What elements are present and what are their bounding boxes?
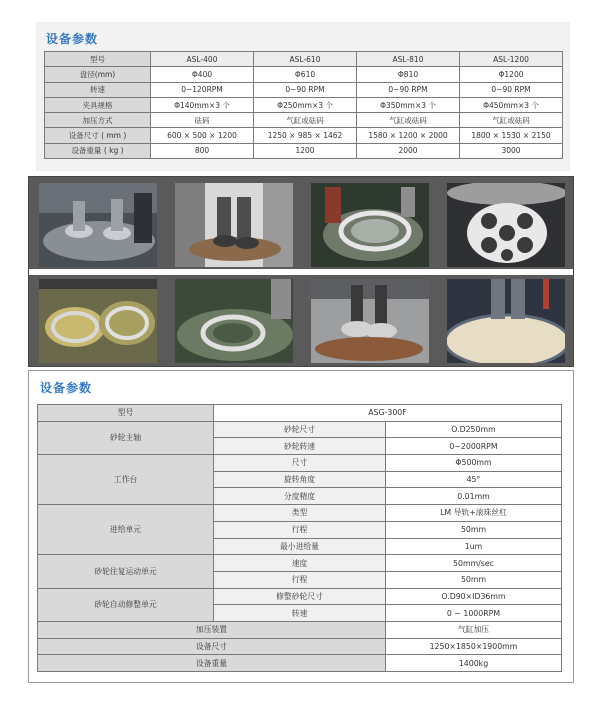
cell-value: 45° bbox=[386, 471, 562, 488]
machine-photo bbox=[175, 183, 293, 267]
cell-value: 600 × 500 × 1200 bbox=[151, 128, 254, 143]
cell-value: O.D250mm bbox=[386, 421, 562, 438]
cell-value: Φ610 bbox=[254, 67, 357, 82]
row-label: 夹具规格 bbox=[45, 97, 151, 112]
group-label: 砂轮自动修整单元 bbox=[38, 588, 214, 621]
cell-value: 1400kg bbox=[386, 655, 562, 672]
cell-value: 50mm bbox=[386, 571, 562, 588]
sub-label: 行程 bbox=[214, 571, 386, 588]
sub-label: 速度 bbox=[214, 555, 386, 572]
row-label: 转速 bbox=[45, 82, 151, 97]
cell-value: Φ350mm×3 个 bbox=[357, 97, 460, 112]
section-title-bottom: 设备参数 bbox=[40, 381, 93, 395]
machine-photo-grid bbox=[28, 176, 574, 367]
table-row bbox=[38, 421, 562, 438]
cell-value: 1250×1850×1900mm bbox=[386, 638, 562, 655]
cell-value: 0.01mm bbox=[386, 488, 562, 505]
model-name: ASL-400 bbox=[151, 52, 254, 67]
machine-photo bbox=[447, 279, 565, 363]
row-label: 设备重量 bbox=[38, 655, 386, 672]
spec-table-asl bbox=[44, 51, 563, 159]
cell-value: 3000 bbox=[460, 143, 563, 158]
machine-photo bbox=[39, 183, 157, 267]
row-label: 设备重量 ( kg ) bbox=[45, 143, 151, 158]
machine-photo bbox=[311, 279, 429, 363]
table-header-row bbox=[45, 52, 563, 67]
cell-value: 0~90 RPM bbox=[460, 82, 563, 97]
cell-value: 50mm bbox=[386, 521, 562, 538]
sub-label: 尺寸 bbox=[214, 455, 386, 472]
table-row bbox=[38, 655, 562, 672]
machine-photo bbox=[175, 279, 293, 363]
sub-label: 修整砂轮尺寸 bbox=[214, 588, 386, 605]
sub-label: 类型 bbox=[214, 505, 386, 522]
cell-value: Φ1200 bbox=[460, 67, 563, 82]
table-row bbox=[38, 588, 562, 605]
photo-row-divider bbox=[29, 269, 573, 275]
cell-value: Φ250mm×3 个 bbox=[254, 97, 357, 112]
sub-label: 砂轮尺寸 bbox=[214, 421, 386, 438]
table-row bbox=[38, 638, 562, 655]
cell-value: 1200 bbox=[254, 143, 357, 158]
cell-value: 0~90 RPM bbox=[254, 82, 357, 97]
cell-value: 1um bbox=[386, 538, 562, 555]
header-label: 型号 bbox=[38, 405, 214, 422]
cell-value: LM 导轨+滚珠丝杠 bbox=[386, 505, 562, 522]
model-name: ASL-610 bbox=[254, 52, 357, 67]
cell-value: 1800 × 1530 × 2150 bbox=[460, 128, 563, 143]
table-row bbox=[45, 113, 563, 128]
model-name: ASL-810 bbox=[357, 52, 460, 67]
cell-value: Φ500mm bbox=[386, 455, 562, 472]
cell-value: 0~2000RPM bbox=[386, 438, 562, 455]
cell-value: 砝码 bbox=[151, 113, 254, 128]
machine-photo bbox=[311, 183, 429, 267]
table-header-row bbox=[38, 405, 562, 422]
sub-label: 转速 bbox=[214, 605, 386, 622]
row-label: 设备尺寸 bbox=[38, 638, 386, 655]
cell-value: 气缸或砝码 bbox=[460, 113, 563, 128]
table-row bbox=[38, 621, 562, 638]
cell-value: 800 bbox=[151, 143, 254, 158]
model-name: ASG-300F bbox=[214, 405, 562, 422]
cell-value: 气缸或砝码 bbox=[254, 113, 357, 128]
model-name: ASL-1200 bbox=[460, 52, 563, 67]
cell-value: O.D90×ID36mm bbox=[386, 588, 562, 605]
cell-value: 0 ~ 1000RPM bbox=[386, 605, 562, 622]
table-row bbox=[45, 67, 563, 82]
cell-value: 1250 × 985 × 1462 bbox=[254, 128, 357, 143]
row-label: 盘径(mm) bbox=[45, 67, 151, 82]
row-label: 加压装置 bbox=[38, 621, 386, 638]
cell-value: Φ400 bbox=[151, 67, 254, 82]
table-row bbox=[45, 82, 563, 97]
group-label: 工作台 bbox=[38, 455, 214, 505]
cell-value: 2000 bbox=[357, 143, 460, 158]
table-row bbox=[38, 455, 562, 472]
table-row bbox=[45, 97, 563, 112]
cell-value: Φ450mm×3 个 bbox=[460, 97, 563, 112]
group-label: 砂轮往复运动单元 bbox=[38, 555, 214, 588]
machine-photo bbox=[447, 183, 565, 267]
table-row bbox=[38, 555, 562, 572]
cell-value: Φ140mm×3 个 bbox=[151, 97, 254, 112]
spec-table-asg bbox=[37, 404, 562, 672]
row-label: 设备尺寸 ( mm ) bbox=[45, 128, 151, 143]
cell-value: 0~120RPM bbox=[151, 82, 254, 97]
cell-value: 0~90 RPM bbox=[357, 82, 460, 97]
row-label: 加压方式 bbox=[45, 113, 151, 128]
section-title-top: 设备参数 bbox=[46, 32, 99, 46]
cell-value: 50mm/sec bbox=[386, 555, 562, 572]
group-label: 进给单元 bbox=[38, 505, 214, 555]
header-label: 型号 bbox=[45, 52, 151, 67]
cell-value: Φ810 bbox=[357, 67, 460, 82]
table-row bbox=[45, 143, 563, 158]
cell-value: 1580 × 1200 × 2000 bbox=[357, 128, 460, 143]
table-row bbox=[38, 505, 562, 522]
sub-label: 最小进给量 bbox=[214, 538, 386, 555]
sub-label: 旋转角度 bbox=[214, 471, 386, 488]
sub-label: 分度精度 bbox=[214, 488, 386, 505]
sub-label: 砂轮转速 bbox=[214, 438, 386, 455]
machine-photo bbox=[39, 279, 157, 363]
table-row bbox=[45, 128, 563, 143]
group-label: 砂轮主轴 bbox=[38, 421, 214, 454]
sub-label: 行程 bbox=[214, 521, 386, 538]
cell-value: 气缸加压 bbox=[386, 621, 562, 638]
cell-value: 气缸或砝码 bbox=[357, 113, 460, 128]
